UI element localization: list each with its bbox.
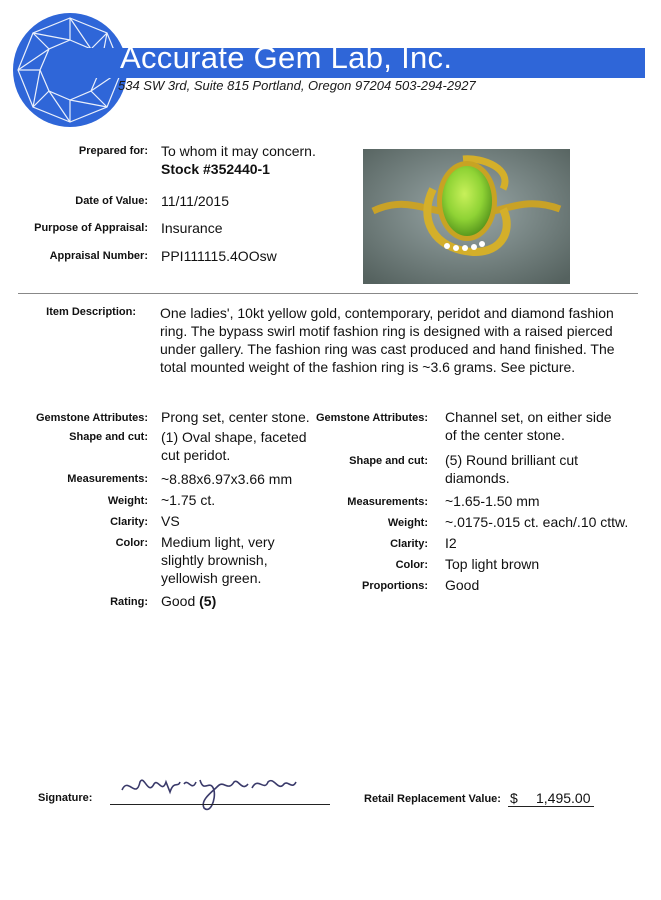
gem1-clarity-label: Clarity: bbox=[110, 516, 148, 528]
gem1-measurements-label: Measurements: bbox=[67, 473, 148, 485]
company-name: Accurate Gem Lab, Inc. bbox=[120, 40, 453, 75]
gem2-color-value: Top light brown bbox=[445, 556, 540, 572]
description-line: One ladies', 10kt yellow gold, contemporary, peridot and diamond fashion bbox=[160, 305, 614, 321]
gem1-rating-value bbox=[161, 592, 216, 610]
item-description bbox=[160, 304, 630, 376]
appraisal-number-label: Appraisal Number: bbox=[49, 250, 148, 262]
gem2-clarity-value: I2 bbox=[445, 535, 457, 551]
gem1-measurements-value: ~8.88x6.97x3.66 mm bbox=[161, 471, 293, 487]
signature bbox=[118, 770, 298, 818]
date-value: 11/11/2015 bbox=[161, 193, 229, 209]
gem1-color-value-cont2: yellowish green. bbox=[161, 570, 262, 586]
prepared-for-value: To whom it may concern. bbox=[161, 143, 316, 159]
signature-label: Signature: bbox=[38, 792, 93, 804]
retail-value-amount: 1,495.00 bbox=[536, 790, 591, 806]
gem1-shape-value: (1) Oval shape, faceted bbox=[161, 429, 307, 445]
gem2-attributes-value: Channel set, on either side bbox=[445, 409, 612, 425]
company-address: 534 SW 3rd, Suite 815 Portland, Oregon 97204 503-294-2927 bbox=[118, 78, 476, 93]
gem1-attributes-value: Prong set, center stone. bbox=[161, 409, 310, 425]
gem1-color-value-cont: slightly brownish, bbox=[161, 552, 268, 568]
gem1-weight-label: Weight: bbox=[107, 495, 148, 507]
gem2-proportions-label: Proportions: bbox=[362, 580, 428, 592]
description-line: ring. The bypass swirl motif fashion ring is designed with a raised pierced bbox=[160, 323, 613, 339]
gem2-color-label: Color: bbox=[395, 559, 428, 571]
divider bbox=[18, 293, 638, 294]
purpose-label: Purpose of Appraisal: bbox=[34, 222, 148, 234]
gem2-proportions-value: Good bbox=[445, 577, 480, 593]
stock-number: Stock #352440-1 bbox=[161, 161, 270, 177]
gem1-weight-value: ~1.75 ct. bbox=[161, 492, 216, 508]
value-line bbox=[508, 806, 594, 807]
gem1-color-label: Color: bbox=[115, 537, 148, 549]
gem2-weight-value: ~.0175-.015 ct. each/.10 cttw. bbox=[445, 514, 629, 530]
date-label: Date of Value: bbox=[75, 195, 148, 207]
retail-value-label: Retail Replacement Value: bbox=[364, 793, 501, 805]
gem2-measurements-label: Measurements: bbox=[347, 496, 428, 508]
gem2-measurements-value: ~1.65-1.50 mm bbox=[445, 493, 540, 509]
gem2-clarity-label: Clarity: bbox=[390, 538, 428, 550]
purpose-value: Insurance bbox=[161, 220, 223, 236]
gem2-shape-value: (5) Round brilliant cut bbox=[445, 452, 579, 468]
gem1-shape-value-cont: cut peridot. bbox=[161, 447, 231, 463]
gem1-shape-label: Shape and cut: bbox=[69, 431, 148, 443]
gem2-shape-label: Shape and cut: bbox=[349, 455, 428, 467]
gem2-shape-value-cont: diamonds. bbox=[445, 470, 510, 486]
item-description-label: Item Description: bbox=[46, 306, 136, 318]
gem2-weight-label: Weight: bbox=[387, 517, 428, 529]
appraisal-number-value: PPI111115.4OOsw bbox=[161, 248, 277, 264]
gem2-attributes-label: Gemstone Attributes: bbox=[315, 412, 428, 424]
description-line: total mounted weight of the fashion ring is ~3.6 grams. See picture. bbox=[160, 359, 576, 375]
gem1-rating-label: Rating: bbox=[110, 596, 148, 608]
description-line: under gallery. The fashion ring was cast produced and hand finished. The bbox=[160, 341, 615, 357]
gem1-attributes-label: Gemstone Attributes: bbox=[35, 412, 148, 424]
signature-line bbox=[110, 804, 330, 805]
prepared-for-label: Prepared for: bbox=[78, 145, 148, 157]
rating-word: Good bbox=[161, 593, 200, 609]
gem1-clarity-value: VS bbox=[161, 513, 180, 529]
ring-photo bbox=[363, 149, 570, 284]
currency-symbol: $ bbox=[510, 790, 518, 806]
gem2-attributes-value-cont: of the center stone. bbox=[445, 427, 565, 443]
rating-number: (5) bbox=[199, 593, 217, 609]
gem1-color-value: Medium light, very bbox=[161, 534, 275, 550]
